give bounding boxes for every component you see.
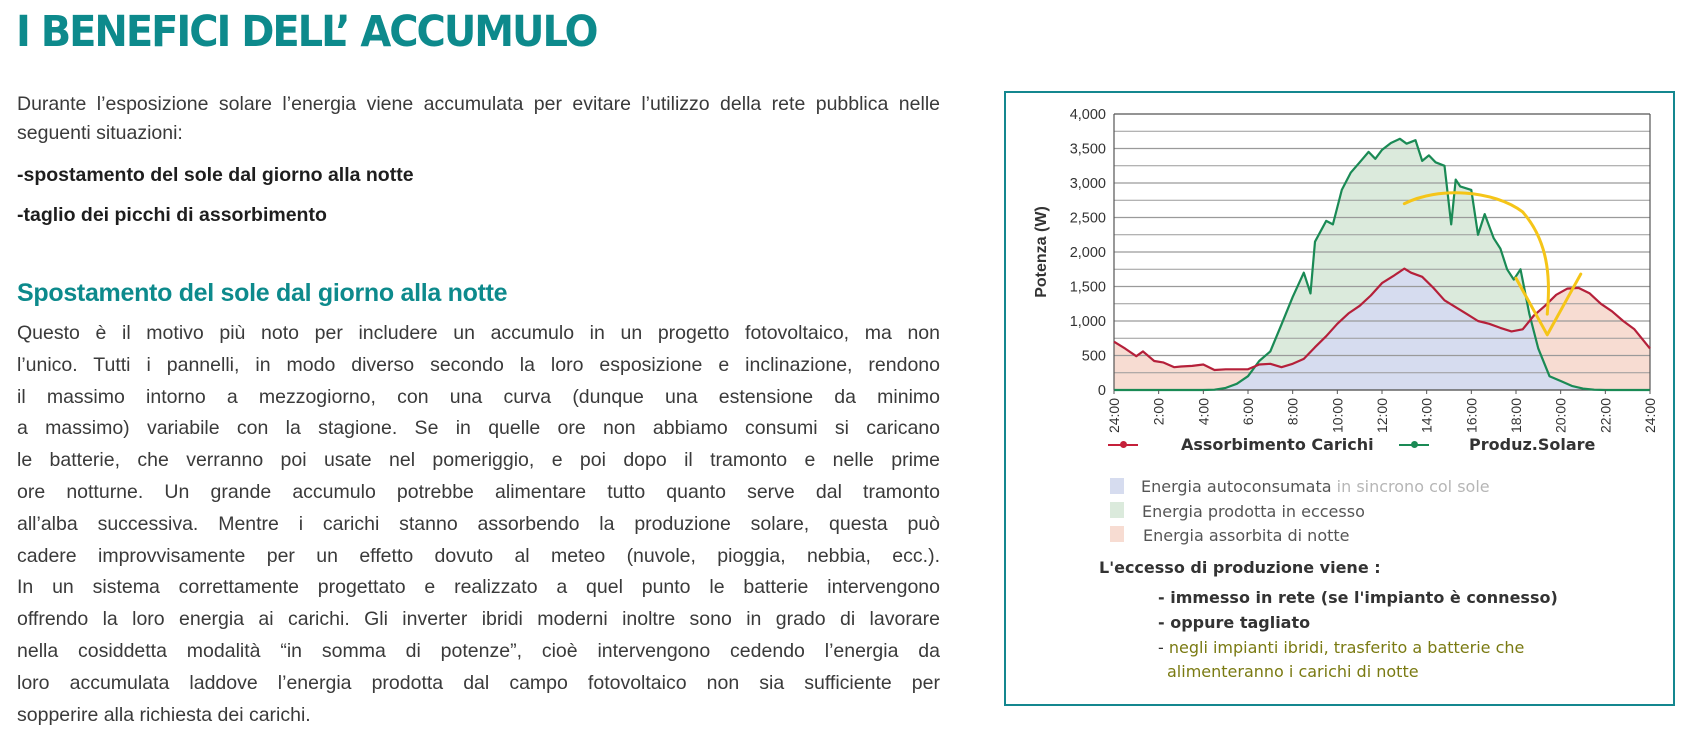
legend-load-label: Assorbimento Carichi	[1181, 435, 1374, 454]
legend-area-label	[1141, 477, 1490, 497]
legend-area-extra: in sincrono col sole	[1331, 477, 1490, 496]
body-line: offrendo la loro energia ai carichi. Gli inverter ibridi moderni inoltre sono in grado di lavorare	[17, 608, 940, 631]
body-line: nella cosiddetta modalità “in somma di potenze”, cioè intervengono cedendo l’energia da	[17, 639, 940, 662]
x-tick-label: 2:00	[1150, 398, 1167, 426]
note-dash: -	[1158, 638, 1169, 657]
x-tick-label: 24:00	[1106, 398, 1122, 434]
body-line: l’unico. Tutti i pannelli, in modo diverso secondo la loro esposizione e inclinazione, rendono	[17, 353, 940, 376]
x-tick-label: 16:00	[1463, 398, 1480, 434]
legend-area-swatch	[1110, 502, 1124, 518]
body-line: cadere improvvisamente per un effetto dovuto al meteo (nuvole, pioggia, nebbia, ecc.).	[17, 544, 940, 567]
note-highlight-continuation: alimenteranno i carichi di notte	[1167, 662, 1419, 681]
x-tick-label: 12:00	[1374, 398, 1390, 434]
x-tick-label: 8:00	[1284, 398, 1301, 426]
note-item-highlight	[1158, 637, 1524, 659]
body-line: loro accumulata laddove l’energia prodotta dal campo fotovoltaico non sia sufficiente per	[17, 671, 940, 694]
body-line: In un sistema correttamente progettato e realizzato a quel punto le batterie intervengono	[17, 576, 940, 599]
intro-paragraph: Durante l’esposizione solare l’energia viene accumulata per evitare l’utilizzo della rete pubblica nelle seguenti situazioni:	[17, 93, 940, 144]
y-tick-label: 500	[1081, 348, 1106, 365]
section-title: Spostamento del sole dal giorno alla notte	[17, 279, 508, 307]
x-tick-label: 10:00	[1329, 398, 1346, 434]
x-tick-label: 22:00	[1597, 398, 1614, 434]
bullet-item: -taglio dei picchi di assorbimento	[17, 204, 327, 226]
note-title: L'eccesso di produzione viene :	[1099, 558, 1381, 577]
x-tick-label: 20:00	[1552, 398, 1569, 434]
legend-area-label: Energia assorbita di notte	[1143, 526, 1350, 545]
legend-load-marker	[1120, 441, 1127, 448]
legend-area-swatch	[1110, 526, 1124, 542]
body-line: a massimo) variabile con la stagione. Se in quelle ore non abbiamo consumi si caricano	[17, 417, 940, 440]
bullet-item: -spostamento del sole dal giorno alla notte	[17, 164, 414, 186]
x-tick-label: 4:00	[1195, 398, 1212, 426]
legend-solar-marker	[1411, 441, 1418, 448]
note-item: - immesso in rete (se l'impianto è connesso)	[1158, 588, 1558, 607]
body-line: le batterie, che verranno poi usate nel pomeriggio, e poi dopo il tramonto e nelle prime	[17, 449, 940, 472]
body-line: ore notturne. Un grande accumulo potrebbe alimentare tutto quanto serve dal tramonto	[17, 480, 940, 503]
page-title: I BENEFICI DELL’ ACCUMULO	[16, 7, 597, 57]
legend-solar-label: Produz.Solare	[1469, 435, 1596, 454]
y-tick-label: 3,500	[1069, 141, 1106, 158]
y-tick-label: 1,500	[1069, 279, 1106, 296]
y-tick-label: 4,000	[1069, 107, 1106, 123]
y-tick-label: 3,000	[1069, 176, 1106, 192]
y-axis-label: Potenza (W)	[1033, 206, 1050, 298]
y-tick-label: 0	[1097, 383, 1106, 399]
x-tick-label: 6:00	[1240, 398, 1256, 426]
body-line: all’alba successiva. Mentre i carichi stanno assorbendo la produzione solare, questa può	[17, 512, 940, 535]
body-line: Questo è il motivo più noto per includere un accumulo in un progetto fotovoltaico, ma non	[17, 322, 940, 344]
x-tick-label: 14:00	[1418, 398, 1435, 434]
body-line: il massimo intorno a mezzogiorno, con una curva (dunque una estensione da minimo	[17, 385, 940, 408]
y-tick-label: 2,500	[1069, 210, 1106, 227]
legend-area-text: Energia autoconsumata	[1141, 477, 1332, 496]
note-highlight-text: negli impianti ibridi, trasferito a batterie che	[1168, 638, 1525, 657]
note-item: - oppure tagliato	[1158, 613, 1311, 632]
x-tick-label: 24:00	[1642, 398, 1658, 434]
y-tick-label: 1,000	[1069, 314, 1106, 330]
x-tick-label: 18:00	[1508, 398, 1524, 434]
body-line: sopperire alla richiesta dei carichi.	[17, 703, 311, 726]
legend-area-swatch	[1110, 478, 1124, 494]
y-tick-label: 2,000	[1069, 245, 1106, 261]
legend-area-label: Energia prodotta in eccesso	[1142, 502, 1365, 521]
